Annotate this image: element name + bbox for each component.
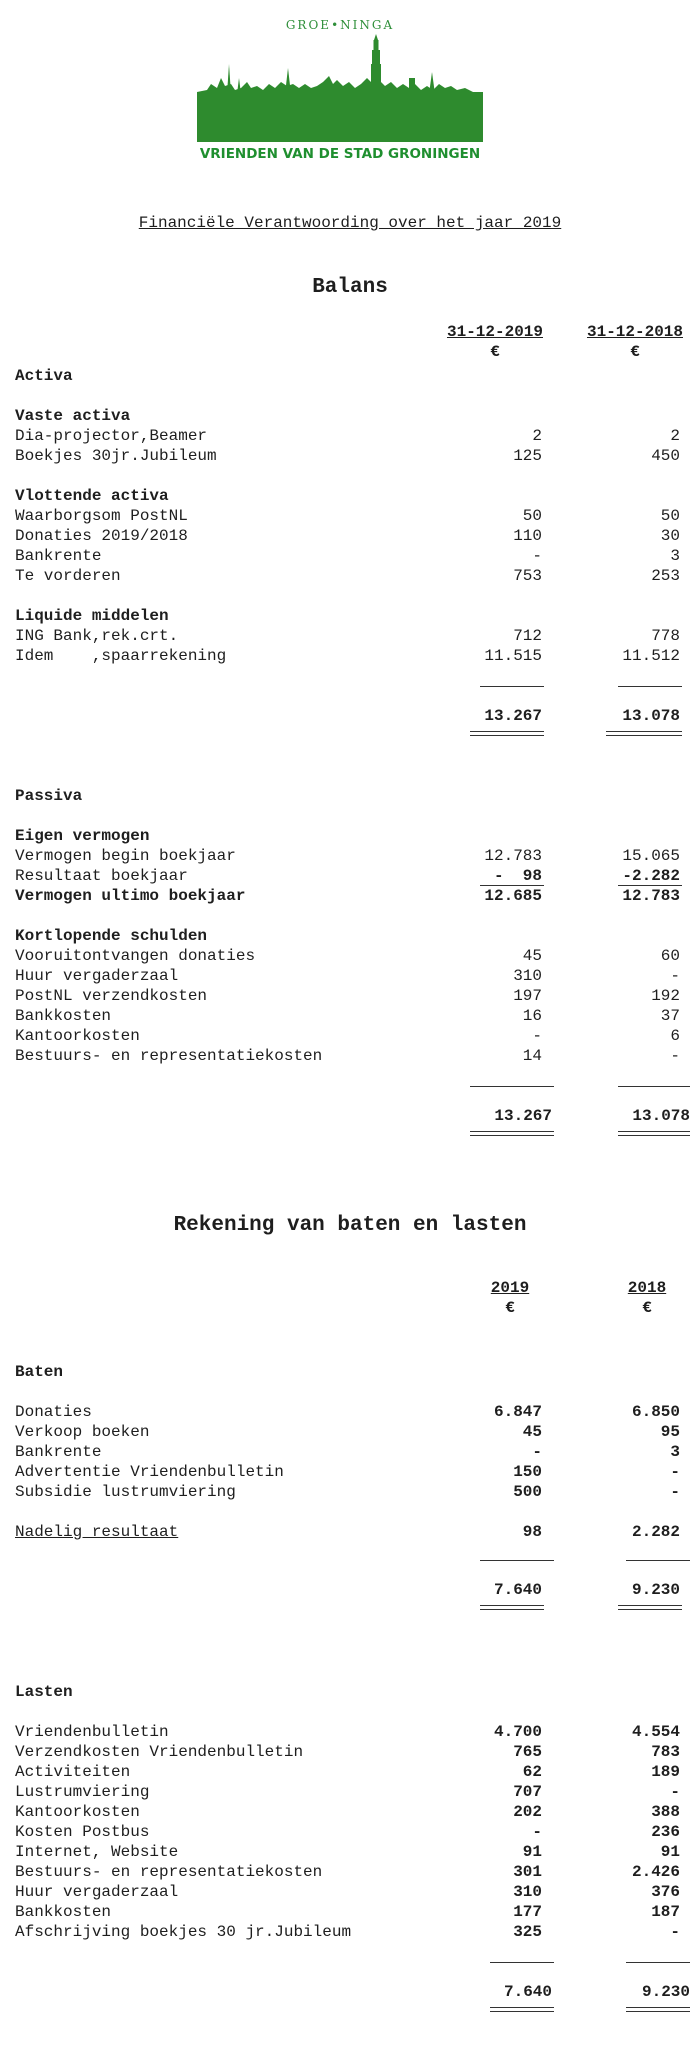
table-row: Kantoorkosten 202 388	[15, 1803, 680, 1821]
rekening-col-2019	[485, 1278, 535, 1318]
total-double-line	[470, 731, 544, 736]
balans-col-2019	[440, 322, 550, 362]
table-row: Resultaat boekjaar - 98 -2.282	[15, 867, 680, 885]
table-row: Dia-projector,Beamer 2 2	[15, 427, 680, 445]
balans-col-2018	[580, 322, 690, 362]
balans-col-2019-label: 31-12-2019	[446, 323, 543, 341]
table-row: Idem ,spaarrekening 11.515 11.512	[15, 647, 680, 665]
table-row: Bankrente - 3	[15, 1443, 680, 1461]
table-row: Huur vergaderzaal 310 -	[15, 967, 680, 985]
table-row: ING Bank,rek.crt. 712 778	[15, 627, 680, 645]
passiva-heading: Passiva	[15, 787, 83, 805]
logo	[195, 18, 485, 168]
table-row: PostNL verzendkosten 197 192	[15, 987, 680, 1005]
city-skyline-icon	[197, 34, 483, 144]
rekening-col-2018-label: 2018	[627, 1279, 667, 1297]
activa-total-row: 13.267 13.078	[484, 707, 680, 725]
table-row: Boekjes 30jr.Jubileum 125 450	[15, 447, 680, 465]
subtotal-line	[618, 1086, 690, 1087]
rekening-col-2019-label: 2019	[490, 1279, 530, 1297]
logo-top-text: GROE•NINGA	[285, 18, 395, 32]
total-double-line	[618, 1131, 690, 1136]
table-row: Huur vergaderzaal 310 376	[15, 1883, 680, 1901]
table-row: Te vorderen 753 253	[15, 567, 680, 585]
table-row: Bestuurs- en representatiekosten 14 -	[15, 1047, 680, 1065]
kortlopende-schulden-heading: Kortlopende schulden	[15, 927, 208, 945]
table-row: Bankkosten 177 187	[15, 1903, 680, 1921]
table-row: Bestuurs- en representatiekosten 301 2.426	[15, 1863, 680, 1881]
liquide-middelen-heading: Liquide middelen	[15, 607, 169, 625]
table-row: Vermogen begin boekjaar 12.783 15.065	[15, 847, 680, 865]
nadelig-resultaat-row: Nadelig resultaat 98 2.282	[15, 1523, 680, 1541]
total-double-line	[480, 1605, 544, 1610]
rekening-heading: Rekening van baten en lasten	[173, 1214, 527, 1237]
table-row: Waarborgsom PostNL 50 50	[15, 507, 680, 525]
passiva-total-row: 13.267 13.078	[494, 1107, 690, 1125]
subtotal-line	[626, 1962, 690, 1963]
rekening-col-2018	[622, 1278, 672, 1318]
subtotal-line	[618, 686, 682, 687]
table-row: Lustrumviering 707 -	[15, 1783, 680, 1801]
eigen-vermogen-heading: Eigen vermogen	[15, 827, 150, 845]
table-row: Donaties 6.847 6.850	[15, 1403, 680, 1421]
ultimo-row: Vermogen ultimo boekjaar 12.685 12.783	[15, 887, 680, 905]
balans-col-2018-label: 31-12-2018	[586, 323, 683, 341]
balans-col-2019-currency: €	[490, 343, 500, 361]
total-double-line	[470, 1131, 554, 1136]
balans-heading: Balans	[312, 276, 388, 299]
logo-bottom-text: VRIENDEN VAN DE STAD GRONINGEN	[199, 146, 481, 162]
vaste-activa-heading: Vaste activa	[15, 407, 131, 425]
table-row: Donaties 2019/2018 110 30	[15, 527, 680, 545]
total-double-line	[618, 1605, 682, 1610]
baten-heading: Baten	[15, 1363, 64, 1381]
total-double-line	[490, 2007, 554, 2012]
rekening-col-2019-currency: €	[505, 1299, 515, 1317]
subtotal-line	[490, 1962, 554, 1963]
table-row: Advertentie Vriendenbulletin 150 -	[15, 1463, 680, 1481]
lasten-total-row: 7.640 9.230	[503, 1983, 690, 2001]
balans-col-2018-currency: €	[630, 343, 640, 361]
subtotal-line	[470, 1086, 554, 1087]
table-row: Vriendenbulletin 4.700 4.554	[15, 1723, 680, 1741]
table-row: Bankkosten 16 37	[15, 1007, 680, 1025]
vlottende-activa-heading: Vlottende activa	[15, 487, 169, 505]
baten-total-row: 7.640 9.230	[493, 1581, 680, 1599]
table-row: Activiteiten 62 189	[15, 1763, 680, 1781]
table-row: Subsidie lustrumviering 500 -	[15, 1483, 680, 1501]
activa-heading: Activa	[15, 367, 73, 385]
table-row: Internet, Website 91 91	[15, 1843, 680, 1861]
table-row: Bankrente - 3	[15, 547, 680, 565]
lasten-heading: Lasten	[15, 1683, 73, 1701]
rekening-col-2018-currency: €	[642, 1299, 652, 1317]
table-row: Verzendkosten Vriendenbulletin 765 783	[15, 1743, 680, 1761]
table-row: Kosten Postbus - 236	[15, 1823, 680, 1841]
subtotal-line	[480, 1560, 554, 1561]
table-row: Vooruitontvangen donaties 45 60	[15, 947, 680, 965]
document-title: Financiële Verantwoording over het jaar 2019	[138, 214, 562, 232]
total-double-line	[626, 2007, 690, 2012]
table-row: Verkoop boeken 45 95	[15, 1423, 680, 1441]
total-double-line	[606, 731, 682, 736]
table-row: Kantoorkosten - 6	[15, 1027, 680, 1045]
subtotal-line	[480, 686, 544, 687]
subtotal-line	[626, 1560, 690, 1561]
table-row: Afschrijving boekjes 30 jr.Jubileum 325 -	[15, 1923, 680, 1941]
